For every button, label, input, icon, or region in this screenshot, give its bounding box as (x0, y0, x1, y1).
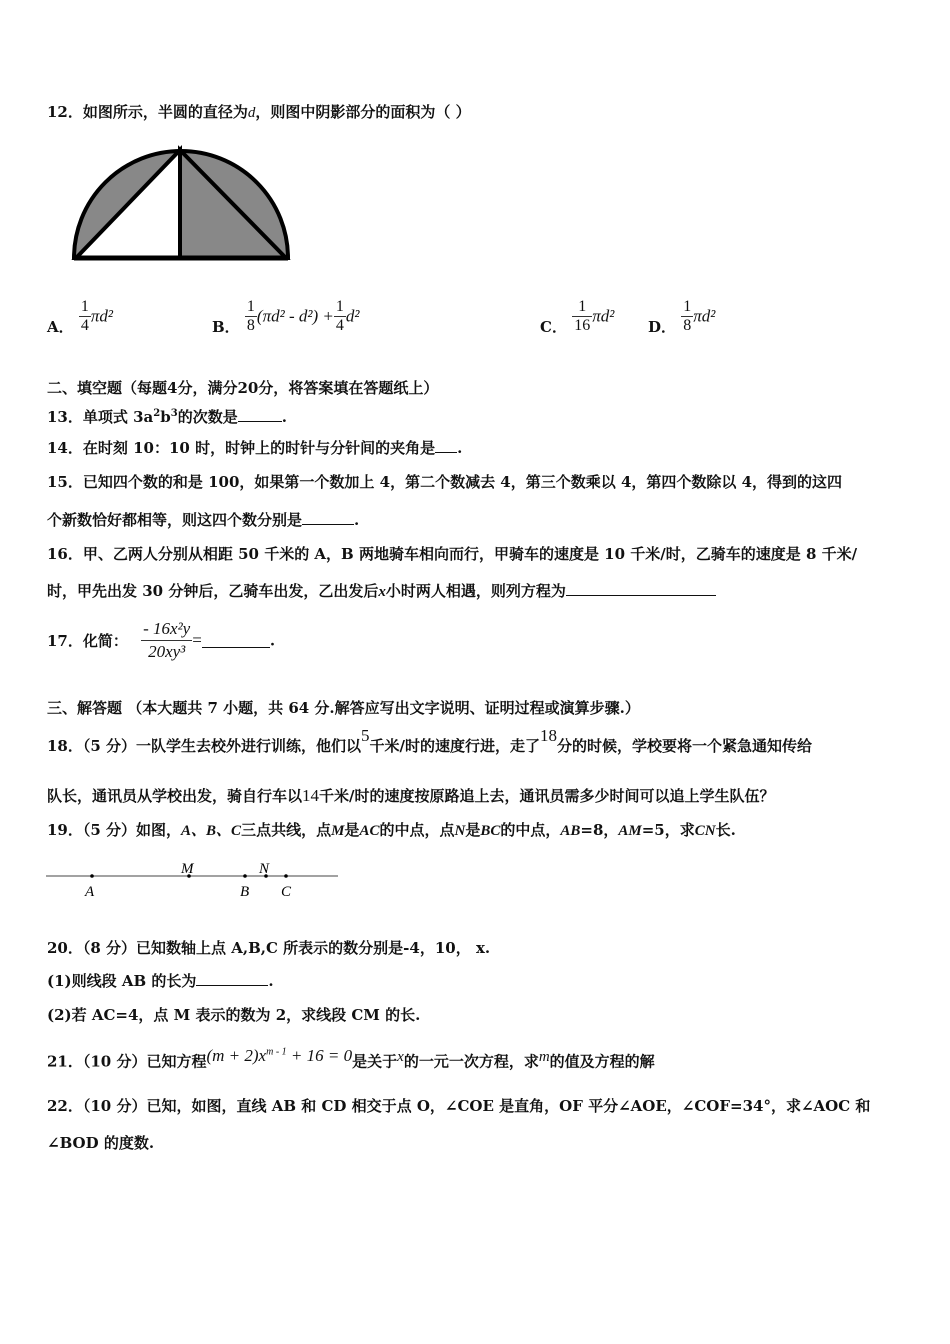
point-a (90, 874, 94, 878)
q19-am: AM (618, 823, 642, 839)
option-d-label: D． (648, 318, 677, 336)
q19-h: =5，求 (641, 821, 695, 839)
q21-d: 的值及方程的解 (549, 1052, 655, 1071)
q12-text2: ，则图中阴影部分的面积为（ ） (255, 103, 471, 121)
q15-answer-blank[interactable] (302, 510, 354, 525)
q19-f: 的中点， (500, 821, 561, 839)
q16-text-b: 小时两人相遇，则列方程为 (385, 582, 566, 600)
q22-line2: ∠BOD 的度数. (47, 1134, 155, 1152)
q14 (47, 438, 462, 458)
q17-eq: = (192, 630, 202, 650)
q19-ac: AC (359, 823, 380, 839)
section3-title: 三、解答题 （本大题共 7 小题，共 64 分.解答应写出文字说明、证明过程或演算步骤.） (47, 699, 640, 717)
q17-end: . (269, 631, 276, 650)
option-b-label: B． (212, 318, 240, 336)
option-c-frac (572, 298, 592, 335)
option-d-tail: πd² (693, 306, 716, 326)
q19-d: 的中点，点 (379, 821, 455, 839)
q19-i: 长. (715, 821, 736, 839)
label-c: C (281, 884, 292, 900)
q18-d: 队长，通讯员从学校出发，骑自行车以 (47, 787, 303, 805)
q12-option-a[interactable] (47, 296, 113, 337)
label-a: A (85, 884, 95, 900)
q12-stem (47, 102, 471, 123)
q20-answer-blank[interactable] (196, 971, 268, 986)
q20-line3: (2)若 AC=4，点 M 表示的数为 2，求线段 CM 的长. (47, 1006, 421, 1024)
point-c (284, 874, 288, 878)
q21-c: 的一元一次方程，求 (403, 1052, 539, 1071)
frac-num: 1 (683, 298, 692, 315)
q21-a: 21．（10 分）已知方程 (47, 1052, 207, 1071)
q18-a: 18．（5 分）一队学生去校外进行训练，他们以 (47, 737, 362, 755)
q13-answer-blank[interactable] (238, 407, 282, 422)
q18-b: 千米/时的速度行进，走了 (369, 737, 541, 755)
q19 (47, 820, 736, 841)
q15-line1: 15．已知四个数的和是 100，如果第一个数加上 4，第二个数减去 4，第三个数乘以 4，第四个数除以 4，得到的这四 (47, 473, 843, 491)
q20-line1: 20．（8 分）已知数轴上点 A,B,C 所表示的数分别是-4，10， x. (47, 939, 491, 957)
q12-option-c[interactable] (540, 296, 614, 337)
q19-cn: CN (694, 823, 716, 839)
q20-text: (1)则线段 AB 的长为 (47, 972, 197, 990)
q21-b: 是关于 (352, 1052, 398, 1071)
q19-g: =8， (580, 821, 619, 839)
semicircle-figure (68, 142, 294, 264)
label-m: M (181, 861, 194, 877)
label-n: N (259, 861, 270, 877)
q22-line1: 22．（10 分）已知，如图，直线 AB 和 CD 相交于点 O，∠COE 是直角，OF 平分∠AOE，∠COF=34°，求∠AOC 和 (47, 1097, 871, 1115)
q14-answer-blank[interactable] (435, 438, 457, 453)
q15-line2 (47, 510, 359, 530)
q18-line2 (47, 786, 775, 806)
q17-den: 20xy³ (148, 642, 186, 661)
option-b-frac1 (245, 298, 257, 335)
q19-bc: BC (480, 823, 501, 839)
q16-text-a: 时，甲先出发 30 分钟后，乙骑车出发，乙出发后 (47, 582, 379, 600)
q17-num: - 16x²y (141, 618, 192, 641)
q21-eq-a: (m + 2)x (206, 1045, 267, 1065)
q19-n: N (454, 823, 466, 839)
q19-b: 三点共线，点 (241, 821, 332, 839)
option-c-label: C． (540, 318, 567, 336)
option-b-frac2 (334, 298, 346, 335)
frac-den: 16 (574, 317, 591, 334)
frac-num: 1 (572, 298, 592, 317)
q18-line1 (47, 726, 813, 756)
q16-line1: 16．甲、乙两人分别从相距 50 千米的 A，B 两地骑车相向而行，甲骑车的速度是 10 千米/时，乙骑车的速度是 8 千米/ (47, 545, 858, 563)
q13-a: 13．单项式 3a (47, 408, 154, 426)
option-b-mid: (πd² - d²) + (256, 306, 334, 326)
q14-text: 14．在时刻 10：10 时，时钟上的时针与分针间的夹角是 (47, 439, 436, 457)
q13-end: . (281, 408, 287, 426)
q21 (47, 1045, 655, 1073)
q19-c: 是 (344, 821, 360, 839)
frac-num: 1 (335, 298, 344, 315)
frac-num: 1 (246, 298, 255, 315)
frac-den: 4 (80, 317, 89, 334)
q21-m: m (538, 1048, 550, 1065)
q16-var: x (378, 584, 386, 600)
q21-eq-b: + 16 = 0 (286, 1045, 353, 1065)
q13-c: 的次数是 (177, 408, 238, 426)
q19-e: 是 (465, 821, 481, 839)
q16-line2 (47, 581, 716, 602)
option-a-frac (79, 298, 91, 335)
option-d-frac (681, 298, 693, 335)
q12-option-d[interactable] (648, 296, 715, 337)
q19-a: 19．（5 分）如图， (47, 821, 182, 839)
q12-var: d (247, 105, 256, 121)
option-a-tail: πd² (90, 306, 113, 326)
q14-end: . (457, 439, 463, 457)
q18-e: 千米/时的速度按原路追上去，通讯员需多少时间可以追上学生队伍？ (319, 787, 775, 805)
q15-text: 个新数恰好都相等，则这四个数分别是 (47, 511, 303, 529)
option-a-label: A． (47, 318, 74, 336)
label-b: B (240, 884, 250, 900)
q17 (47, 618, 275, 663)
frac-num: 1 (80, 298, 89, 315)
q12-option-b[interactable] (212, 296, 359, 337)
point-b (243, 874, 247, 878)
option-b-tail: d² (345, 306, 360, 326)
q21-x: x (397, 1048, 404, 1065)
q13: 13．单项式 $3a^2b^3$的次数是 . (47, 408, 287, 426)
collinear-points-figure (44, 856, 344, 902)
q19-m: M (331, 823, 345, 839)
frac-den: 8 (683, 317, 692, 334)
q20-line2 (47, 971, 274, 991)
q19-abc: A、B、C (181, 823, 242, 839)
q20-end: . (268, 972, 274, 990)
frac-den: 4 (335, 317, 344, 334)
q12-text: 12．如图所示，半圆的直径为 (47, 103, 248, 121)
q21-exp: m - 1 (266, 1046, 287, 1057)
q18-speed2: 14 (302, 786, 320, 805)
q13-b: b (160, 408, 171, 426)
q17-fraction (141, 618, 192, 663)
q15-end: . (354, 511, 360, 529)
q19-ab: AB (560, 823, 581, 839)
q18-minutes: 18 (540, 726, 558, 745)
frac-den: 8 (246, 317, 255, 334)
q17-label: 17．化简： (47, 632, 128, 650)
option-c-tail: πd² (592, 306, 615, 326)
q16-answer-blank[interactable] (566, 581, 716, 596)
q17-answer-blank[interactable] (202, 633, 270, 648)
section2-title: 二、填空题（每题4分，满分20分，将答案填在答题纸上） (47, 379, 439, 397)
q18-speed1: 5 (361, 726, 370, 745)
q18-c: 分的时候，学校要将一个紧急通知传给 (557, 737, 813, 755)
